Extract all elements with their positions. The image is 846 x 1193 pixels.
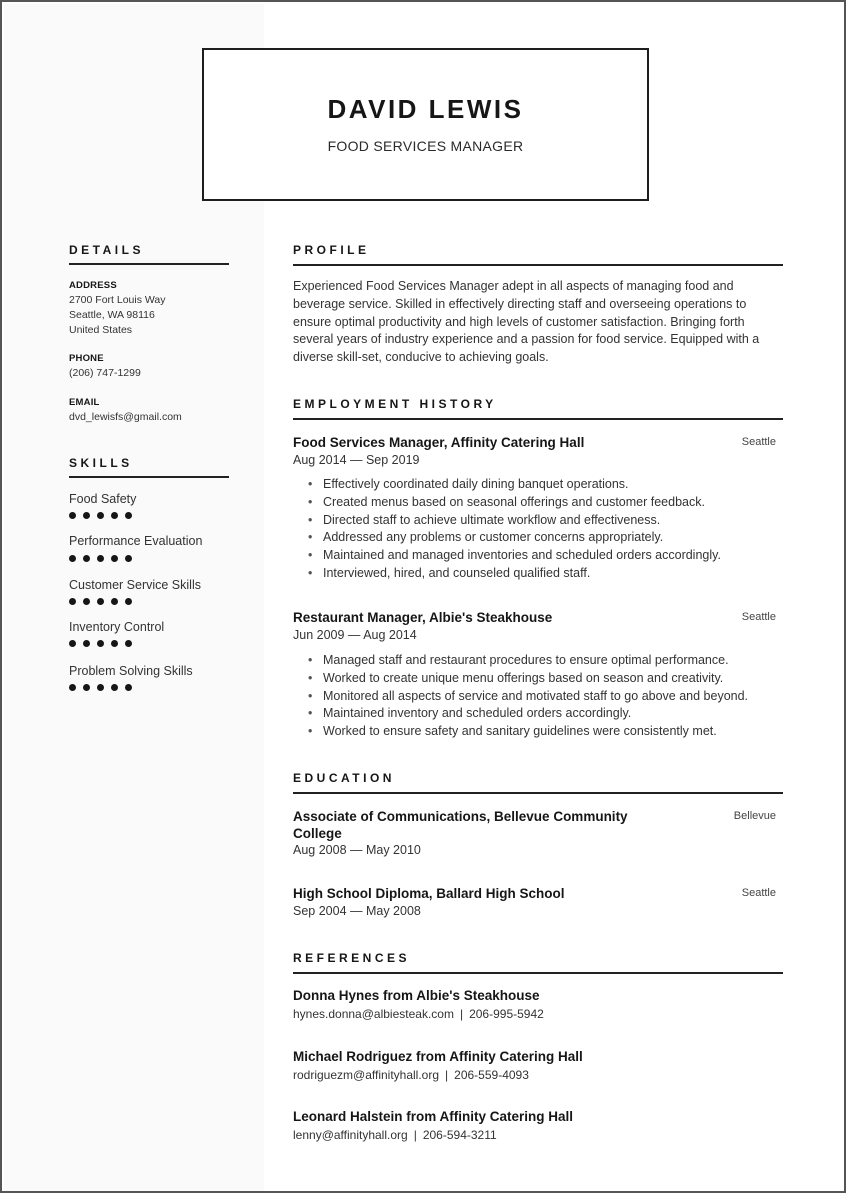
job-bullet: • Maintained and managed inventories and scheduled orders accordingly. (308, 547, 721, 565)
reference-contact (293, 1068, 529, 1082)
skill-dot-icon (83, 640, 90, 647)
address-label: ADDRESS (69, 280, 117, 291)
phone-value: (206) 747-1299 (69, 367, 141, 379)
skill-dot-icon (125, 512, 132, 519)
bullet-icon: • (308, 477, 313, 491)
bullet-icon: • (308, 688, 313, 703)
skill-dot-icon (69, 598, 76, 605)
education-title-line-1: Associate of Communications, Bellevue Community (293, 809, 628, 824)
address-line-1: 2700 Fort Louis Way (69, 294, 166, 306)
bullet-icon: • (308, 670, 313, 685)
job-bullet: • Worked to ensure safety and sanitary guidelines were consistently met. (308, 723, 748, 741)
reference-email[interactable]: lenny@affinityhall.org (293, 1128, 408, 1142)
employment-heading: EMPLOYMENT HISTORY (293, 397, 783, 420)
skill-level-dots (69, 640, 132, 647)
details-heading: DETAILS (69, 243, 229, 265)
skill-level-dots (69, 555, 132, 562)
job-dates: Jun 2009 — Aug 2014 (293, 628, 417, 642)
email-value[interactable]: dvd_lewisfs@gmail.com (69, 411, 182, 423)
address-value (69, 293, 166, 338)
skill-dot-icon (69, 512, 76, 519)
bullet-icon: • (308, 653, 313, 667)
skill-dot-icon (111, 512, 118, 519)
references-heading: REFERENCES (293, 951, 783, 974)
job-bullet: • Directed staff to achieve ultimate workflow and effectiveness. (308, 512, 721, 530)
reference-contact (293, 1007, 544, 1021)
skill-dot-icon (97, 598, 104, 605)
job-city: Seattle (741, 611, 776, 623)
address-line-2: Seattle, WA 98116 (69, 309, 155, 321)
bullet-icon: • (308, 494, 313, 509)
skill-name: Performance Evaluation (69, 534, 203, 548)
bullet-icon: • (308, 548, 313, 563)
education-heading: EDUCATION (293, 771, 783, 794)
skill-dot-icon (125, 598, 132, 605)
skill-dot-icon (83, 512, 90, 519)
job-bullet-list (308, 652, 748, 741)
separator: | (459, 1007, 464, 1021)
skill-dot-icon (125, 555, 132, 562)
profile-summary: Experienced Food Services Manager adept in all aspects of managing food and beverage service. Skilled in effectively directing staff and overseeing operations to ensure optimal productivity and high levels of customer satisfaction. Bringing forth several years of industry experience and a passion for food service. Equipped with a diverse skill-set, conducive to achieving goals. (293, 279, 760, 365)
skill-dot-icon (97, 640, 104, 647)
job-title: Food Services Manager, Affinity Catering Hall (293, 435, 585, 450)
skill-dot-icon (97, 684, 104, 691)
profile-heading: PROFILE (293, 243, 783, 266)
candidate-job-title: FOOD SERVICES MANAGER (327, 138, 524, 154)
separator: | (445, 1068, 449, 1082)
phone-label: PHONE (69, 353, 104, 364)
skill-level-dots (69, 598, 132, 605)
education-title-line-2: College (293, 826, 342, 841)
skill-dot-icon (111, 555, 118, 562)
reference-phone: 206-995-5942 (469, 1007, 544, 1021)
skills-heading: SKILLS (69, 456, 229, 478)
skill-dot-icon (97, 512, 104, 519)
education-city: Bellevue (733, 810, 776, 822)
education-title (293, 808, 628, 842)
job-bullet: • Maintained inventory and scheduled orders accordingly. (308, 705, 748, 723)
skill-dot-icon (125, 684, 132, 691)
skill-name: Customer Service Skills (69, 578, 201, 592)
reference-contact (293, 1128, 497, 1142)
skill-dot-icon (69, 640, 76, 647)
skill-dot-icon (83, 684, 90, 691)
skill-dot-icon (69, 684, 76, 691)
name-header-box (202, 48, 649, 201)
skill-name: Food Safety (69, 492, 137, 506)
job-title: Restaurant Manager, Albie's Steakhouse (293, 610, 553, 625)
bullet-icon: • (308, 530, 313, 545)
skill-dot-icon (83, 555, 90, 562)
job-bullet: • Addressed any problems or customer concerns appropriately. (308, 529, 721, 547)
reference-phone: 206-559-4093 (454, 1068, 529, 1082)
separator: | (413, 1128, 417, 1142)
skill-dot-icon (97, 555, 104, 562)
job-city: Seattle (741, 436, 776, 448)
job-bullet: • Worked to create unique menu offerings based on season and creativity. (308, 670, 748, 688)
skill-dot-icon (125, 640, 132, 647)
job-bullet: • Monitored all aspects of service and motivated staff to go above and beyond. (308, 688, 748, 706)
bullet-icon: • (308, 706, 313, 721)
education-title: High School Diploma, Ballard High School (293, 886, 565, 901)
reference-email[interactable]: hynes.donna@albiesteak.com (293, 1007, 454, 1021)
skill-level-dots (69, 512, 132, 519)
reference-name: Leonard Halstein from Affinity Catering Hall (293, 1109, 574, 1124)
bullet-icon: • (308, 565, 313, 580)
skill-dot-icon (111, 598, 118, 605)
reference-name: Donna Hynes from Albie's Steakhouse (293, 988, 540, 1003)
job-bullet: • Effectively coordinated daily dining banquet operations. (308, 476, 721, 494)
candidate-name: DAVID LEWIS (327, 94, 524, 124)
skill-dot-icon (111, 640, 118, 647)
address-line-3: United States (69, 324, 133, 336)
skill-dot-icon (69, 555, 76, 562)
skill-level-dots (69, 684, 132, 691)
job-bullet: • Interviewed, hired, and counseled qualified staff. (308, 565, 721, 583)
job-dates: Aug 2014 — Sep 2019 (293, 453, 420, 467)
education-city: Seattle (741, 887, 776, 899)
reference-name: Michael Rodriguez from Affinity Catering Hall (293, 1049, 583, 1064)
bullet-icon: • (308, 512, 313, 527)
job-bullet: • Managed staff and restaurant procedures to ensure optimal performance. (308, 652, 748, 670)
skill-name: Inventory Control (69, 620, 165, 634)
skill-name: Problem Solving Skills (69, 664, 193, 678)
education-dates: Sep 2004 — May 2008 (293, 904, 421, 918)
education-dates: Aug 2008 — May 2010 (293, 843, 421, 857)
bullet-icon: • (308, 724, 313, 739)
skill-dot-icon (83, 598, 90, 605)
job-bullet-list (308, 476, 721, 583)
email-label: EMAIL (69, 397, 100, 408)
reference-email[interactable]: rodriguezm@affinityhall.org (293, 1068, 440, 1082)
job-bullet: • Created menus based on seasonal offerings and customer feedback. (308, 494, 721, 512)
skill-dot-icon (111, 684, 118, 691)
reference-phone: 206-594-3211 (422, 1128, 497, 1142)
